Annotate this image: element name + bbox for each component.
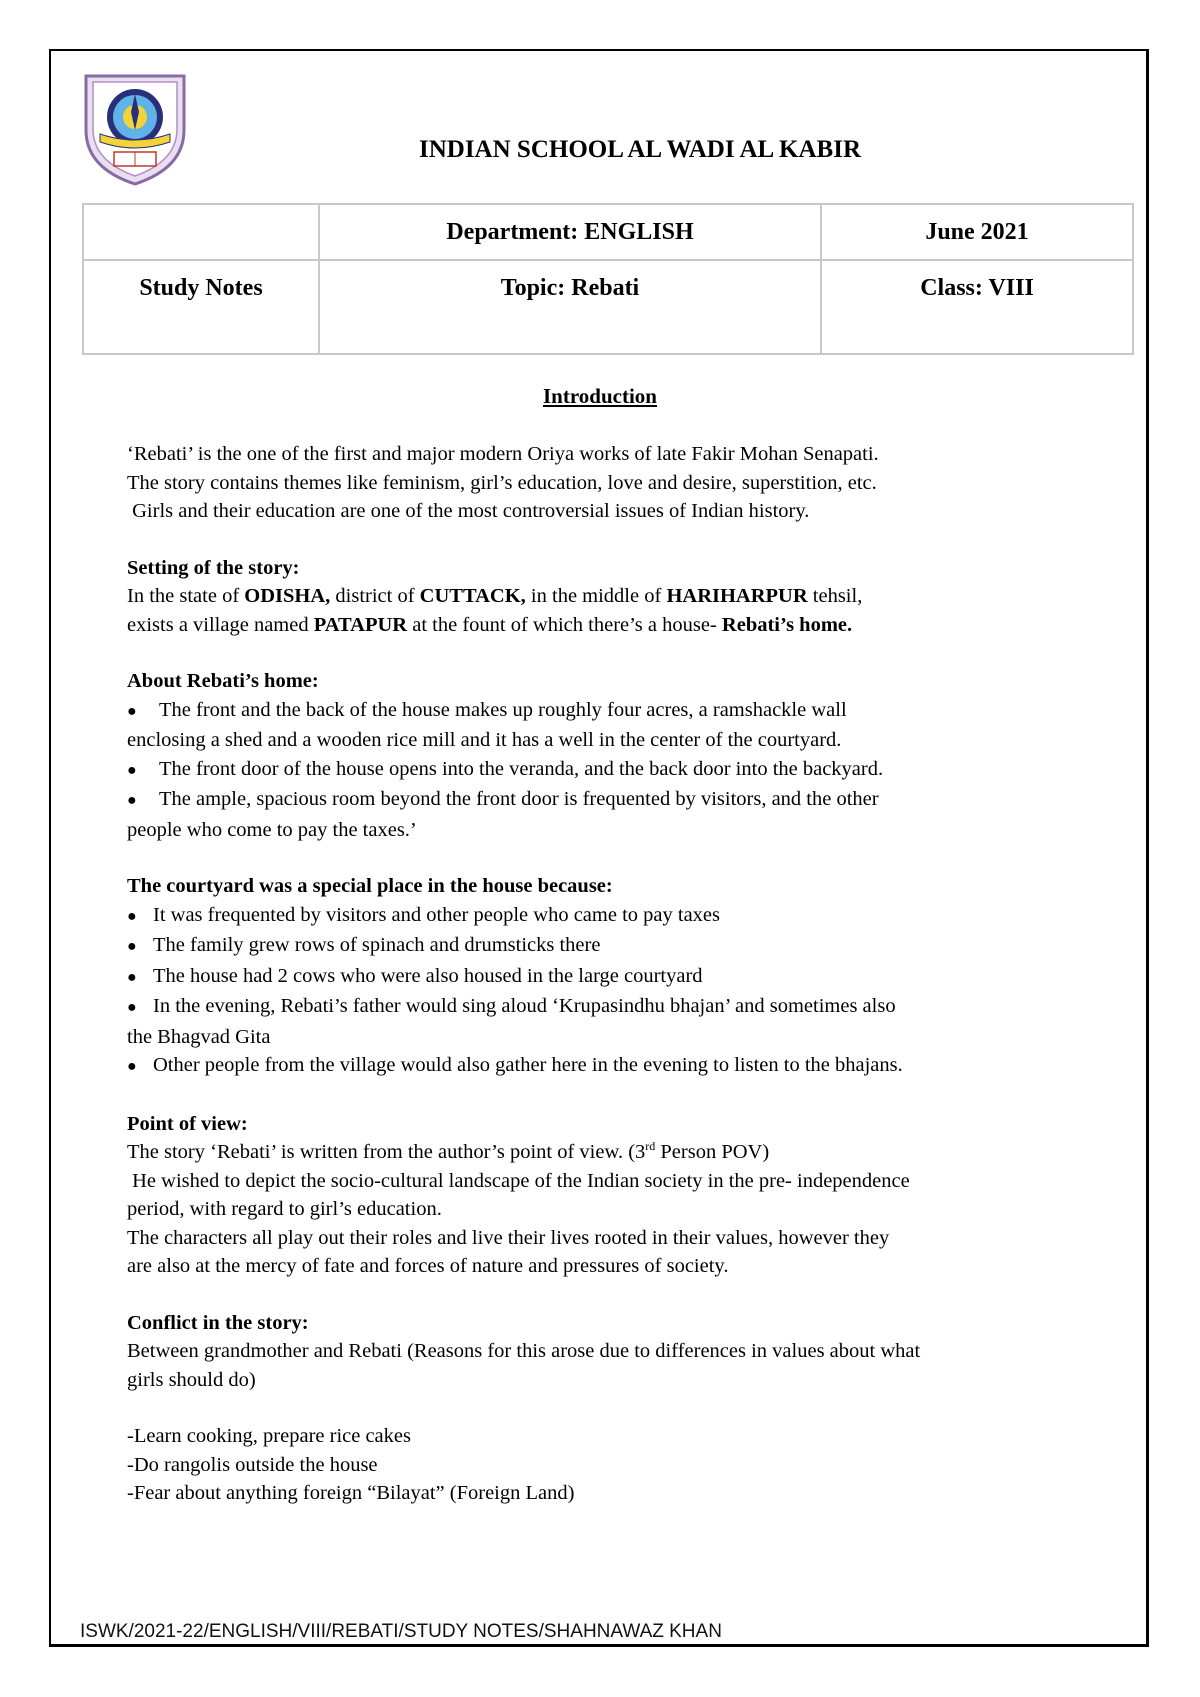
- list-item: ● The front door of the house opens into the veranda, and the back door into the backyard.: [127, 757, 884, 780]
- pov-line: The characters all play out their roles and live their lives rooted in their values, however they: [127, 1226, 890, 1249]
- header-table: [82, 203, 1134, 355]
- list-item: ● In the evening, Rebati’s father would sing aloud ‘Krupasindhu bhajan’ and sometimes also: [127, 995, 896, 1017]
- class-cell: Class: VIII: [821, 260, 1133, 354]
- empty-cell: [83, 204, 319, 260]
- conflict-line: Between grandmother and Rebati (Reasons for this arose due to differences in values about what: [127, 1340, 921, 1362]
- intro-line: The story contains themes like feminism, girl’s education, love and desire, superstition, etc.: [127, 471, 877, 494]
- pov-line: are also at the mercy of fate and forces of nature and pressures of society.: [127, 1255, 729, 1277]
- pov-line: He wished to depict the socio-cultural landscape of the Indian society in the pre- independence: [127, 1169, 910, 1192]
- setting-line-2: exists a village named PATAPUR at the fount of which there’s a house- Rebati’s home.: [127, 613, 853, 636]
- bullet-icon: ●: [127, 999, 137, 1016]
- pov-line: period, with regard to girl’s education.: [127, 1198, 442, 1220]
- school-crest-icon: [80, 72, 190, 188]
- list-item-cont: people who come to pay the taxes.’: [127, 818, 417, 841]
- conflict-line: girls should do): [127, 1368, 256, 1391]
- department-cell: Department: ENGLISH: [319, 204, 821, 260]
- list-item: ● It was frequented by visitors and other people who came to pay taxes: [127, 903, 720, 926]
- list-item: ● The front and the back of the house makes up roughly four acres, a ramshackle wall: [127, 698, 847, 721]
- conflict-item: -Fear about anything foreign “Bilayat” (Foreign Land): [127, 1482, 575, 1504]
- list-item-cont: the Bhagvad Gita: [127, 1025, 271, 1048]
- conflict-item: -Learn cooking, prepare rice cakes: [127, 1425, 411, 1447]
- topic-cell: Topic: Rebati: [319, 260, 821, 354]
- footer-reference: ISWK/2021-22/ENGLISH/VIII/REBATI/STUDY NOTES/SHAHNAWAZ KHAN: [80, 1621, 722, 1642]
- intro-heading: Introduction: [543, 384, 657, 408]
- home-heading: About Rebati’s home:: [127, 670, 319, 692]
- bullet-icon: ●: [127, 1058, 137, 1075]
- intro-line: ‘Rebati’ is the one of the first and major modern Oriya works of late Fakir Mohan Senapati.: [127, 443, 879, 465]
- list-item: ● The family grew rows of spinach and drumsticks there: [127, 934, 601, 956]
- header-row-2: [83, 260, 1133, 354]
- bullet-icon: ●: [127, 702, 137, 720]
- header-row-1: [83, 204, 1133, 260]
- notes-body: [127, 440, 1067, 1508]
- setting-line-1: In the state of ODISHA, district of CUTTACK, in the middle of HARIHARPUR tehsil,: [127, 585, 863, 607]
- pov-heading: Point of view:: [127, 1112, 248, 1135]
- list-item: ● Other people from the village would also gather here in the evening to listen to the bhajans.: [127, 1054, 903, 1076]
- conflict-item: -Do rangolis outside the house: [127, 1453, 378, 1476]
- conflict-heading: Conflict in the story:: [127, 1311, 309, 1334]
- date-cell: June 2021: [821, 204, 1133, 260]
- bullet-icon: ●: [127, 761, 137, 779]
- list-item: ● The house had 2 cows who were also housed in the large courtyard: [127, 964, 703, 987]
- school-name: INDIAN SCHOOL AL WADI AL KABIR: [418, 136, 862, 163]
- intro-line: Girls and their education are one of the most controversial issues of Indian history.: [127, 500, 810, 522]
- bullet-icon: ●: [127, 938, 137, 955]
- setting-heading: Setting of the story:: [127, 556, 300, 579]
- courtyard-heading: The courtyard was a special place in the house because:: [127, 875, 613, 897]
- list-item-cont: enclosing a shed and a wooden rice mill and it has a well in the center of the courtyard.: [127, 729, 842, 751]
- list-item: ● The ample, spacious room beyond the front door is frequented by visitors, and the other: [127, 788, 879, 810]
- bullet-icon: ●: [127, 968, 137, 986]
- bullet-icon: ●: [127, 907, 137, 925]
- bullet-icon: ●: [127, 792, 137, 809]
- doc-type-cell: Study Notes: [83, 260, 319, 354]
- pov-line: The story ‘Rebati’ is written from the author’s point of view. (3rd Person POV): [127, 1139, 770, 1163]
